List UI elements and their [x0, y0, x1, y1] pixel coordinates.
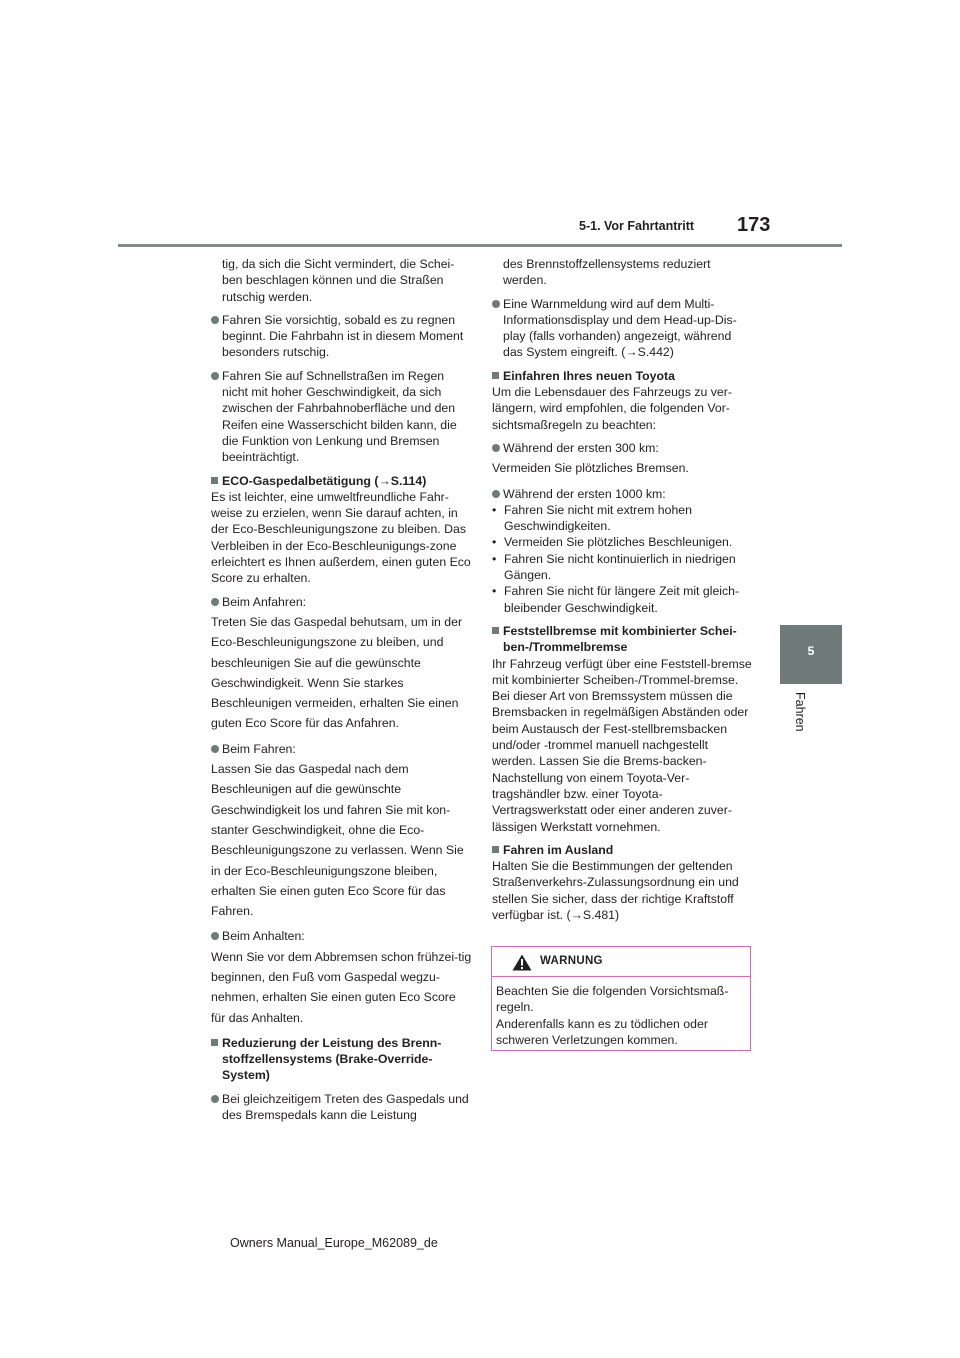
bullet-dot-icon	[211, 932, 219, 940]
section-heading-eco: ECO-Gaspedalbetätigung (→S.114)	[211, 473, 473, 489]
parking-text: Ihr Fahrzeug verfügt über eine Feststell-bremse mit kombinierter Scheiben-/Trommel-bremse. Bei dieser Art von Bremssystem müssen die Bremsbacken in regelmäßigen Abständen oder beim Austausch der Fest-stellbremsbacken und/oder -trommel manuell nachgestellt werden. Lassen Sie die Brems-backen-Nachstellung von einem Toyota-Ver-tragshändler bzw. einer Toyota-Vertragswerkstatt oder einer anderen zuver-lässigen Werkstatt vornehmen.	[492, 656, 752, 834]
square-marker-icon	[492, 846, 499, 853]
list-item: • Vermeiden Sie plötzliches Beschleunigen.	[492, 535, 733, 550]
section-title: 5-1. Vor Fahrtantritt	[579, 219, 695, 233]
first300-text: Vermeiden Sie plötzliches Bremsen.	[492, 461, 689, 476]
bullet-item: Beim Anfahren:	[211, 594, 473, 610]
bullet-item: Während der ersten 1000 km:	[492, 486, 754, 502]
warning-line: Anderenfalls kann es zu tödlichen oder schweren Verletzungen kommen.	[496, 1016, 708, 1047]
first1000-list	[492, 502, 754, 616]
right-column	[492, 256, 754, 930]
bullet-dot-icon	[492, 490, 500, 498]
bullet-item: Bei gleichzeitigem Treten des Gaspedals und des Bremspedals kann die Leistung	[211, 1091, 473, 1124]
page-number: 173	[737, 214, 771, 236]
warning-line: Beachten Sie die folgenden Vorsichtsmaß-regeln.	[496, 984, 729, 1015]
bullet-dot-icon	[211, 745, 219, 753]
warning-title: WARNUNG	[540, 955, 603, 967]
bullet-item: Eine Warnmeldung wird auf dem Multi-Informationsdisplay und dem Head-up-Dis-play (falls vorhanden) angezeigt, während das System eingreift. (→S.442)	[492, 296, 754, 361]
bullet-item: Fahren Sie vorsichtig, sobald es zu regnen beginnt. Die Fahrbahn ist in diesem Moment besonders rutschig.	[211, 312, 473, 361]
abroad-text: Halten Sie die Bestimmungen der geltenden Straßenverkehrs-Zulassungsordnung ein und stellen Sie sicher, dass der richtige Kraftstoff verfügbar ist. (→S.481)	[492, 859, 739, 922]
square-marker-icon	[492, 372, 499, 379]
bullet-dot-icon	[211, 598, 219, 606]
warning-triangle-icon	[512, 954, 532, 971]
bullet-dot-icon	[492, 444, 500, 452]
list-item: • Fahren Sie nicht mit extrem hohen Geschwindigkeiten.	[492, 502, 692, 534]
bullet-dot-icon	[211, 372, 219, 380]
footer-text: Owners Manual_Europe_M62089_de	[230, 1236, 438, 1250]
left-column	[211, 256, 473, 1130]
breakin-text: Um die Lebensdauer des Fahrzeugs zu ver-längern, wird empfohlen, die folgenden Vor-sichtsmaßregeln zu beachten:	[492, 385, 732, 432]
section-heading-reduction: Reduzierung der Leistung des Brenn-stoffzellensystems (Brake-Override-System)	[211, 1035, 473, 1084]
paragraph-continuation: tig, da sich die Sicht vermindert, die Schei-ben beschlagen können und die Straßen rutschig werden.	[222, 257, 455, 304]
section-heading-breakin: Einfahren Ihres neuen Toyota	[492, 368, 754, 384]
bullet-dot-icon	[492, 300, 500, 308]
bullet-item: Beim Fahren:	[211, 741, 473, 757]
bullet-item: Fahren Sie auf Schnellstraßen im Regen nicht mit hoher Geschwindigkeit, da sich zwischen der Fahrbahnoberfläche und den Reifen eine Wasserschicht bilden kann, die die Funktion von Lenkung und Bremsen beeinträchtigt.	[211, 368, 473, 466]
header-divider	[118, 244, 842, 247]
driving-text: Lassen Sie das Gaspedal nach dem Beschleunigen auf die gewünschte Geschwindigkeit los und fahren Sie mit kon-stanter Geschwindigkeit, ohne die Eco-Beschleunigungszone zu verlassen. Wenn Sie in der Eco-Beschleunigungszone bleiben, erhalten Sie einen guten Eco Score für das Fahren.	[211, 762, 464, 919]
square-marker-icon	[211, 1039, 218, 1046]
bullet-dot-icon	[211, 316, 219, 324]
paragraph-continuation: des Brennstoffzellensystems reduziert werden.	[503, 257, 711, 288]
stopping-text: Wenn Sie vor dem Abbremsen schon frühzei-tig beginnen, den Fuß vom Gaspedal wegzu-nehmen, erhalten Sie einen guten Eco Score für das Anhalten.	[211, 949, 472, 1025]
chapter-tab	[780, 625, 842, 684]
warning-body	[492, 977, 750, 1048]
chapter-number: 5	[807, 644, 815, 658]
square-marker-icon	[211, 477, 218, 484]
section-heading-parking-brake: Feststellbremse mit kombinierter Schei-ben-/Trommelbremse	[492, 623, 754, 656]
start-text: Treten Sie das Gaspedal behutsam, um in der Eco-Beschleunigungszone zu bleiben, und beschleunigen Sie auf die gewünschte Geschwindigkeit. Wenn Sie starkes Beschleunigen vermeiden, erhalten Sie einen guten Eco Score für das Anfahren.	[211, 614, 463, 731]
square-marker-icon	[492, 627, 499, 634]
bullet-item: Während der ersten 300 km:	[492, 440, 754, 456]
eco-text: Es ist leichter, eine umweltfreundliche Fahr-weise zu erzielen, wenn Sie darauf achten, in der Eco-Beschleunigungszone zu bleiben. Das Verbleiben in der Eco-Beschleunigungs-zone erleichtert es Ihnen außerdem, einen guten Eco Score zu erhalten.	[211, 489, 471, 586]
section-heading-abroad: Fahren im Ausland	[492, 842, 754, 858]
warning-box	[491, 946, 751, 1051]
warning-header	[492, 947, 750, 977]
bullet-item: Beim Anhalten:	[211, 928, 473, 944]
list-item: • Fahren Sie nicht kontinuierlich in niedrigen Gängen.	[492, 551, 736, 583]
list-item: • Fahren Sie nicht für längere Zeit mit gleich-bleibender Geschwindigkeit.	[492, 584, 740, 615]
bullet-dot-icon	[211, 1095, 219, 1103]
chapter-label: Fahren	[793, 692, 807, 732]
